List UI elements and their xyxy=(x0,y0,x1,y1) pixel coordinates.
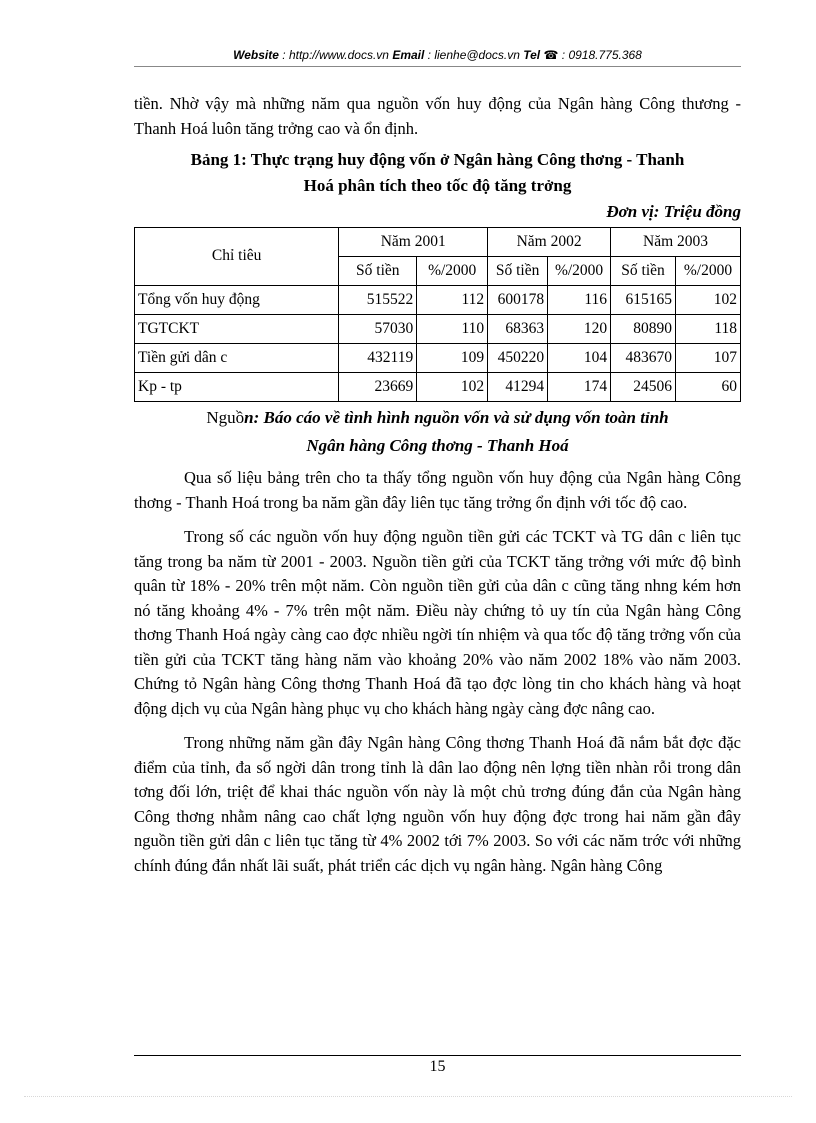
table-header-row xyxy=(135,228,741,257)
table-cell: 107 xyxy=(676,344,741,373)
subheader-cell: %/2000 xyxy=(676,257,741,286)
subheader-cell: Số tiền xyxy=(339,257,417,286)
page-edge-guide xyxy=(24,1096,792,1097)
email-label: Email xyxy=(392,48,425,62)
table-row xyxy=(135,344,741,373)
table-source xyxy=(134,404,741,460)
paragraph: Trong những năm gần đây Ngân hàng Công thơng Thanh Hoá đã nắm bắt đợc đặc điểm của tỉnh, đa số ngời dân trong tỉnh là dân lao động nên lợng tiền nhàn rỗi trong dân tơng đối lớn, triệt để khai thác nguồn vốn này là một chủ trơng đúng đắn của Ngân hàng Công thơng nhằm nâng cao chất lợng nguồn vốn huy động đợc trong hai năm gần đây nguồn tiền gửi dân c liên tục tăng từ 4% 2002 tới 7% 2003. So với các năm trớc với những chính đúng đắn nhất lãi suất, phát triển các dịch vụ ngân hàng. Ngân hàng Công xyxy=(134,733,741,875)
page-header xyxy=(134,48,741,62)
row-label: Tiền gửi dân c xyxy=(135,344,339,373)
table-cell: 41294 xyxy=(488,373,548,402)
table-cell: 118 xyxy=(676,315,741,344)
table-cell: 80890 xyxy=(611,315,676,344)
table-cell: 60 xyxy=(676,373,741,402)
table-title-line1: Bảng 1: Thực trạng huy động vốn ở Ngân hàng Công thơng - Thanh xyxy=(190,150,685,169)
page-number: 15 xyxy=(429,1058,446,1075)
document-body xyxy=(134,92,741,878)
source-prefix: Nguồ xyxy=(206,408,245,427)
source-line2: Ngân hàng Công thơng - Thanh Hoá xyxy=(306,436,569,455)
table-cell: 450220 xyxy=(488,344,548,373)
table-cell: 110 xyxy=(417,315,488,344)
unit-label: Đơn vị: Triệu đồng xyxy=(606,202,741,221)
year-header: Năm 2003 xyxy=(611,228,741,257)
table-cell: 24506 xyxy=(611,373,676,402)
tel-value: ☎ : 0918.775.368 xyxy=(540,48,642,62)
source-line1: n: Báo cáo về tình hình nguồn vốn và sử dụng vốn toàn tỉnh xyxy=(244,408,669,427)
table-title xyxy=(134,147,741,199)
website-value: : http://www.docs.vn xyxy=(278,48,393,62)
table-cell: 615165 xyxy=(611,286,676,315)
table-cell: 112 xyxy=(417,286,488,315)
table-cell: 102 xyxy=(417,373,488,402)
table-row xyxy=(135,373,741,402)
table-cell: 23669 xyxy=(339,373,417,402)
year-header: Năm 2002 xyxy=(488,228,611,257)
email-value: : lienhe@docs.vn xyxy=(424,48,524,62)
row-label: TGTCKT xyxy=(135,315,339,344)
table-cell: 104 xyxy=(548,344,611,373)
table-cell: 116 xyxy=(548,286,611,315)
row-label: Kp - tp xyxy=(135,373,339,402)
table-cell: 109 xyxy=(417,344,488,373)
table-cell: 600178 xyxy=(488,286,548,315)
table-title-line2: Hoá phân tích theo tốc độ tăng trởng xyxy=(303,176,572,195)
table-cell: 432119 xyxy=(339,344,417,373)
tel-label: Tel xyxy=(523,48,541,62)
table-cell: 120 xyxy=(548,315,611,344)
table-row xyxy=(135,286,741,315)
paragraph: Qua số liệu bảng trên cho ta thấy tổng nguồn vốn huy động của Ngân hàng Công thơng - Thanh Hoá trong ba năm gần đây liên tục tăng trởng ổn định với tốc độ cao. xyxy=(134,468,741,512)
table-cell: 57030 xyxy=(339,315,417,344)
intro-paragraph: tiền. Nhờ vậy mà những năm qua nguồn vốn huy động của Ngân hàng Công thương - Thanh Hoá luôn tăng trởng cao và ổn định. xyxy=(134,94,741,138)
table-cell: 174 xyxy=(548,373,611,402)
website-label: Website xyxy=(233,48,279,62)
paragraph: Trong số các nguồn vốn huy động nguồn tiền gửi các TCKT và TG dân c liên tục tăng trong ba năm từ 2001 - 2003. Nguồn tiền gửi của TCKT tăng trởng với mức độ bình quân từ 18% - 20% trên một năm. Còn nguồn tiền gửi của dân c cũng tăng nhng kém hơn nó tăng khoảng 4% - 7% trên một năm. Điều này chứng tỏ uy tín của Ngân hàng Công thơng Thanh Hoá ngày càng cao đợc nhiều ngời tín nhiệm và qua tốc độ tăng trởng vốn của tiền gửi của TCKT tăng hàng năm vào khoảng 20% vào năm 2002 18% vào năm 2003. Chứng tỏ Ngân hàng Công thơng Thanh Hoá đã tạo đợc lòng tin cho khách hàng và hoạt động dịch vụ của Ngân hàng phục vụ cho khách hàng ngày càng đợc nâng cao. xyxy=(134,527,741,718)
table-cell: 483670 xyxy=(611,344,676,373)
table-cell: 515522 xyxy=(339,286,417,315)
table-cell: 102 xyxy=(676,286,741,315)
subheader-cell: %/2000 xyxy=(417,257,488,286)
row-label: Tổng vốn huy động xyxy=(135,286,339,315)
subheader-cell: Số tiền xyxy=(611,257,676,286)
footer-divider xyxy=(134,1055,741,1056)
data-table xyxy=(134,227,741,402)
table-row xyxy=(135,315,741,344)
table-cell: 68363 xyxy=(488,315,548,344)
row-header-cell: Chỉ tiêu xyxy=(135,228,339,286)
header-divider xyxy=(134,66,741,67)
subheader-cell: Số tiền xyxy=(488,257,548,286)
subheader-cell: %/2000 xyxy=(548,257,611,286)
year-header: Năm 2001 xyxy=(339,228,488,257)
